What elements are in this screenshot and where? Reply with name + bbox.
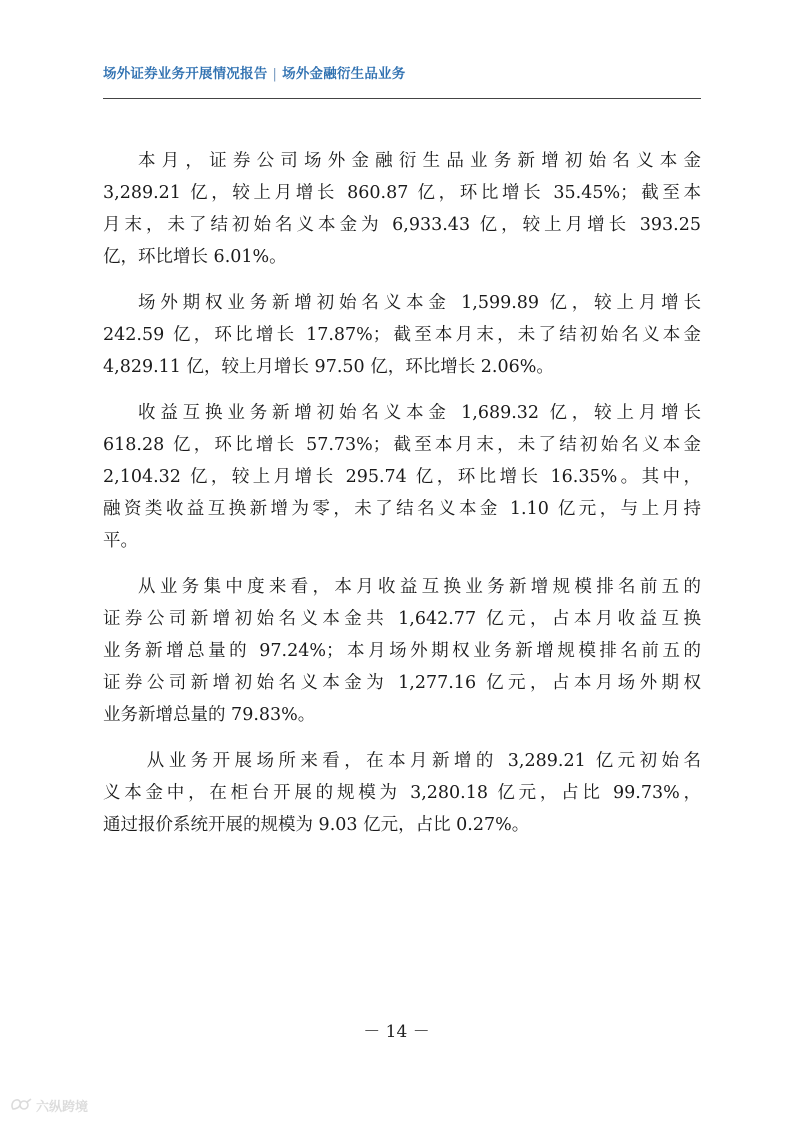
watermark-text: 六纵跨境 <box>36 1099 89 1115</box>
text-line: 收益互换业务新增初始名义本金 1,689.32 亿，较上月增长 <box>138 403 701 423</box>
document-body <box>103 145 701 855</box>
text-line: 本月，证券公司场外金融衍生品业务新增初始名义本金 <box>138 151 701 171</box>
text-line: 证券公司新增初始名义本金共 1,642.77 亿元，占本月收益互换 <box>103 609 701 629</box>
text-line: 2,104.32 亿，较上月增长 295.74 亿，环比增长 16.35%。其中， <box>103 467 701 487</box>
header-report-title: 场外证券业务开展情况报告 <box>103 66 268 82</box>
text-line: 亿，环比增长 6.01%。 <box>103 247 287 267</box>
paragraph-venue <box>103 745 701 841</box>
brand-logo-icon <box>10 1097 32 1113</box>
paragraph-concentration <box>103 571 701 731</box>
text-line: 证券公司新增初始名义本金为 1,277.16 亿元，占本月场外期权 <box>103 673 701 693</box>
text-line: 义本金中，在柜台开展的规模为 3,280.18 亿元，占比 99.73%， <box>103 783 701 803</box>
text-line: 通过报价系统开展的规模为 9.03 亿元，占比 0.27%。 <box>103 815 530 835</box>
header-section-title: 场外金融衍生品业务 <box>282 66 406 82</box>
page-number: － 14 － <box>363 1022 430 1042</box>
text-line: 4,829.11 亿，较上月增长 97.50 亿，环比增长 2.06%。 <box>103 357 554 377</box>
header-separator: | <box>272 66 278 82</box>
text-line: 平。 <box>103 531 138 551</box>
watermark <box>10 1094 88 1116</box>
text-line: 场外期权业务新增初始名义本金 1,599.89 亿，较上月增长 <box>138 293 701 313</box>
paragraph-otc-options <box>103 287 701 383</box>
paragraph-total-return-swaps <box>103 397 701 557</box>
text-line: 业务新增总量的 97.24%；本月场外期权业务新增规模排名前五的 <box>103 641 701 661</box>
text-line: 从业务集中度来看，本月收益互换业务新增规模排名前五的 <box>138 577 701 597</box>
text-line: 3,289.21 亿，较上月增长 860.87 亿，环比增长 35.45%；截至本 <box>103 183 701 203</box>
text-line: 242.59 亿，环比增长 17.87%；截至本月末，未了结初始名义本金 <box>103 325 701 345</box>
text-line: 从业务开展场所来看，在本月新增的 3,289.21 亿元初始名 <box>146 751 701 771</box>
header-divider <box>103 98 701 99</box>
paragraph-monthly-summary <box>103 145 701 273</box>
text-line: 业务新增总量的 79.83%。 <box>103 705 316 725</box>
text-line: 618.28 亿，环比增长 57.73%；截至本月末，未了结初始名义本金 <box>103 435 701 455</box>
text-line: 融资类收益互换新增为零，未了结名义本金 1.10 亿元，与上月持 <box>103 499 701 519</box>
text-line: 月末，未了结初始名义本金为 6,933.43 亿，较上月增长 393.25 <box>103 215 701 235</box>
running-header <box>103 62 701 82</box>
